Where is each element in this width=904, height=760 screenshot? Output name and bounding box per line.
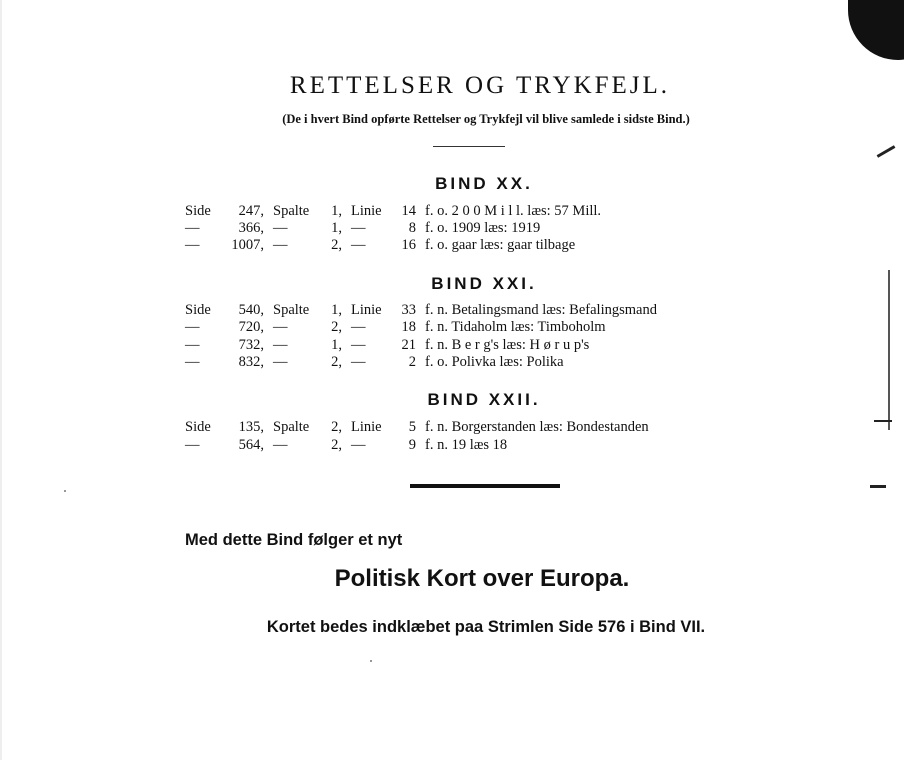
column-number: 1, — [331, 337, 342, 353]
correction-text: f. n. Borgerstanden læs: Bondestanden — [425, 419, 649, 435]
notice-line: Med dette Bind følger et nyt — [185, 531, 403, 549]
page-number: 564, — [238, 437, 264, 453]
column-label: Spalte — [273, 419, 310, 435]
divider — [433, 146, 505, 147]
line-label: Linie — [351, 302, 382, 318]
line-label: — — [351, 354, 366, 370]
correction-text: f. o. 2 0 0 M i l l. læs: 57 Mill. — [425, 203, 602, 219]
correction-text: f. o. gaar læs: gaar tilbage — [425, 237, 576, 253]
line-label: Linie — [351, 419, 382, 435]
line-label: — — [351, 437, 366, 453]
side-label: Side — [185, 203, 211, 219]
column-number: 1, — [331, 302, 342, 318]
bind-heading: BIND XX. — [435, 174, 533, 193]
edge-mark — [877, 145, 896, 158]
correction-text: f. n. 19 læs 18 — [425, 437, 508, 453]
line-number: 8 — [408, 220, 416, 236]
line-label: — — [351, 337, 366, 353]
correction-text: f. o. Polivka læs: Polika — [425, 354, 564, 370]
column-number: 2, — [331, 437, 342, 453]
side-label: — — [185, 354, 200, 370]
column-number: 2, — [331, 237, 342, 253]
line-number: 16 — [401, 237, 416, 253]
bind-heading: BIND XXI. — [431, 274, 537, 293]
line-number: 14 — [401, 203, 416, 219]
column-label: Spalte — [273, 203, 310, 219]
page-number: 720, — [238, 319, 264, 335]
line-number: 21 — [401, 337, 416, 353]
bind-heading: BIND XXII. — [427, 390, 541, 409]
notice-instruction: Kortet bedes indklæbet paa Strimlen Side 576 i Bind VII. — [266, 618, 706, 636]
side-label: Side — [185, 302, 211, 318]
page-number: 135, — [238, 419, 264, 435]
column-label: — — [273, 437, 288, 453]
line-label: Linie — [351, 203, 382, 219]
ink-blot — [848, 0, 904, 60]
line-number: 9 — [408, 437, 416, 453]
line-number: 18 — [401, 319, 416, 335]
column-label: — — [273, 354, 288, 370]
correction-text: f. n. Betalingsmand læs: Befalingsmand — [425, 302, 657, 318]
speck — [370, 660, 372, 662]
line-label: — — [351, 220, 366, 236]
notice-headline: Politisk Kort over Europa. — [334, 565, 630, 592]
line-number: 2 — [408, 354, 416, 370]
side-label: — — [185, 220, 200, 236]
side-label: Side — [185, 419, 211, 435]
column-label: Spalte — [273, 302, 310, 318]
page-number: 832, — [238, 354, 264, 370]
line-label: — — [351, 319, 366, 335]
page-title: RETTELSER OG TRYKFEJL. — [289, 72, 671, 99]
page-number: 732, — [238, 337, 264, 353]
column-number: 1, — [331, 203, 342, 219]
line-label: — — [351, 237, 366, 253]
column-number: 1, — [331, 220, 342, 236]
column-label: — — [273, 337, 288, 353]
side-label: — — [185, 237, 200, 253]
page-number: 366, — [238, 220, 264, 236]
column-label: — — [273, 237, 288, 253]
column-label: — — [273, 319, 288, 335]
column-number: 2, — [331, 419, 342, 435]
page-number: 247, — [238, 203, 264, 219]
side-label: — — [185, 437, 200, 453]
column-label: — — [273, 220, 288, 236]
correction-text: f. n. Tidaholm læs: Timboholm — [425, 319, 606, 335]
column-number: 2, — [331, 319, 342, 335]
speck — [64, 490, 66, 492]
correction-text: f. o. 1909 læs: 1919 — [425, 220, 541, 236]
edge-mark — [874, 420, 892, 422]
side-label: — — [185, 319, 200, 335]
section-divider — [410, 484, 560, 488]
page-subtitle: (De i hvert Bind opførte Rettelser og Trykfejl vil blive samlede i sidste Bind.) — [282, 112, 690, 126]
edge-mark — [870, 485, 886, 488]
column-number: 2, — [331, 354, 342, 370]
line-number: 5 — [408, 419, 416, 435]
page-number: 540, — [238, 302, 264, 318]
line-number: 33 — [401, 302, 416, 318]
page-number: 1007, — [231, 237, 264, 253]
correction-text: f. n. B e r g's læs: H ø r u p's — [425, 337, 590, 353]
side-label: — — [185, 337, 200, 353]
